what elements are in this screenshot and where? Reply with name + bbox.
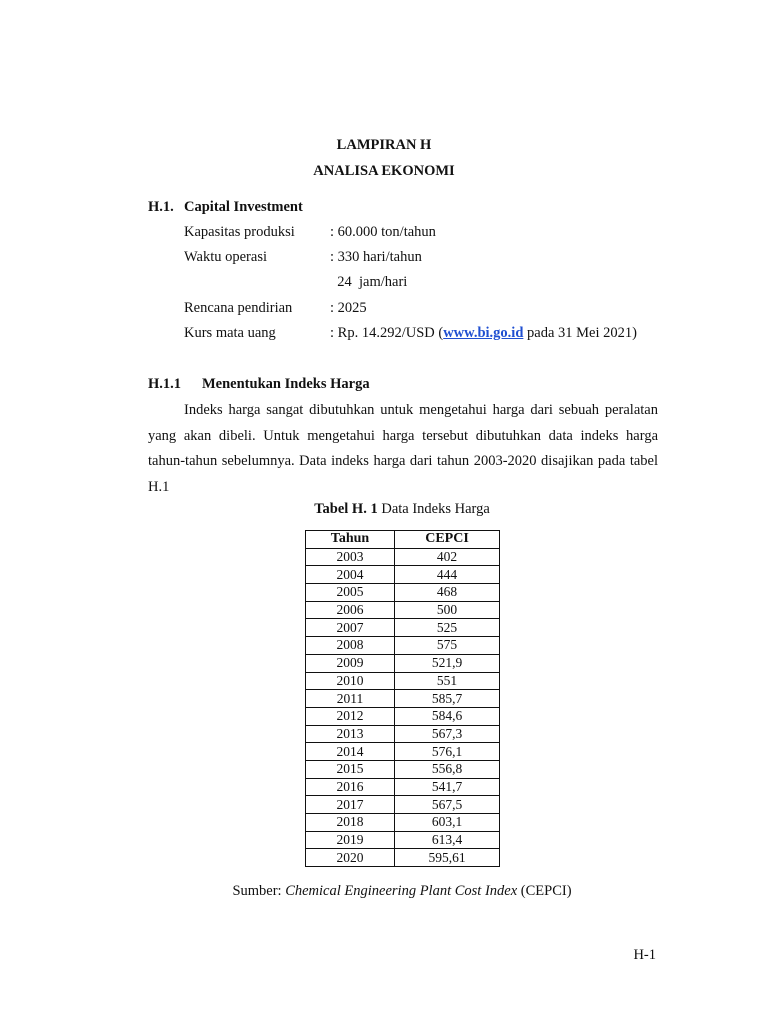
table-row — [306, 814, 500, 832]
spec-row-establishment — [184, 300, 664, 317]
cell-year: 2005 — [306, 584, 395, 602]
spec-value: : 330 hari/tahun — [330, 249, 422, 265]
appendix-subtitle: ANALISA EKONOMI — [313, 163, 455, 179]
cell-cepci: 525 — [395, 619, 500, 637]
table-row — [306, 548, 500, 566]
cell-year: 2019 — [306, 831, 395, 849]
page-number: H-1 — [633, 947, 656, 963]
section-title: Menentukan Indeks Harga — [202, 376, 370, 392]
source-title: Chemical Engineering Plant Cost Index — [285, 883, 518, 899]
spec-label: Kapasitas produksi — [184, 224, 295, 240]
table-row — [306, 566, 500, 584]
cell-year: 2004 — [306, 566, 395, 584]
spec-value: 24 jam/hari — [330, 274, 408, 290]
section-number: H.1.1 — [148, 376, 182, 392]
cell-year: 2020 — [306, 849, 395, 867]
cell-year: 2018 — [306, 814, 395, 832]
table-row — [306, 778, 500, 796]
table-row — [306, 601, 500, 619]
cell-cepci: 613,4 — [395, 831, 500, 849]
table-row — [306, 743, 500, 761]
table-row — [306, 849, 500, 867]
spec-row-hours — [184, 274, 664, 291]
cell-year: 2015 — [306, 760, 395, 778]
cell-cepci: 567,5 — [395, 796, 500, 814]
spec-value: : 60.000 ton/tahun — [330, 224, 436, 240]
cell-cepci: 567,3 — [395, 725, 500, 743]
table-row — [306, 690, 500, 708]
table-row — [306, 654, 500, 672]
table-row — [306, 831, 500, 849]
exchange-rate-suffix: pada 31 Mei 2021) — [523, 325, 637, 341]
spec-row-capacity — [184, 224, 664, 241]
cell-cepci: 402 — [395, 548, 500, 566]
table-row — [306, 672, 500, 690]
source-prefix: Sumber: — [232, 883, 286, 899]
cell-year: 2017 — [306, 796, 395, 814]
spec-row-exchange-rate — [184, 325, 664, 342]
table-caption — [0, 501, 768, 518]
cell-cepci: 541,7 — [395, 778, 500, 796]
section-number: H.1. — [148, 199, 174, 215]
spec-label: Kurs mata uang — [184, 325, 276, 341]
cell-cepci: 575 — [395, 637, 500, 655]
cell-cepci: 556,8 — [395, 760, 500, 778]
cell-cepci: 595,61 — [395, 849, 500, 867]
cell-cepci: 584,6 — [395, 707, 500, 725]
header-cepci: CEPCI — [395, 531, 500, 549]
exchange-rate-prefix: : Rp. 14.292/USD ( — [330, 325, 444, 341]
cell-year: 2010 — [306, 672, 395, 690]
body-paragraph — [148, 398, 658, 500]
spec-label: Rencana pendirian — [184, 300, 293, 316]
cell-cepci: 468 — [395, 584, 500, 602]
cell-cepci: 585,7 — [395, 690, 500, 708]
spec-label: Waktu operasi — [184, 249, 267, 265]
header-year: Tahun — [306, 531, 395, 549]
source-suffix: (CEPCI) — [517, 883, 572, 899]
table-caption-text: Data Indeks Harga — [377, 501, 490, 517]
table-row — [306, 637, 500, 655]
cell-cepci: 551 — [395, 672, 500, 690]
cell-year: 2014 — [306, 743, 395, 761]
table-source — [0, 883, 768, 900]
paragraph-text: Indeks harga sangat dibutuhkan untuk mengetahui harga dari sebuah peralatan yang akan dibeli. Untuk mengetahui harga tersebut dibutuhkan data indeks harga tahun-tahun sebelumnya. Data indeks harga dari tahun 2003-2020 disajikan pada tabel H.1 — [148, 402, 658, 495]
section-heading-h1 — [148, 199, 303, 216]
table-row — [306, 725, 500, 743]
table-row — [306, 796, 500, 814]
cell-year: 2007 — [306, 619, 395, 637]
table-row — [306, 760, 500, 778]
table-row — [306, 584, 500, 602]
cell-cepci: 500 — [395, 601, 500, 619]
cell-year: 2012 — [306, 707, 395, 725]
cell-year: 2016 — [306, 778, 395, 796]
price-index-table — [305, 530, 500, 867]
cell-year: 2013 — [306, 725, 395, 743]
cell-year: 2006 — [306, 601, 395, 619]
table-caption-label: Tabel H. 1 — [314, 501, 378, 517]
cell-year: 2011 — [306, 690, 395, 708]
table-row — [306, 707, 500, 725]
cell-year: 2003 — [306, 548, 395, 566]
spec-value — [330, 325, 637, 342]
appendix-title: LAMPIRAN H — [336, 137, 432, 153]
spec-row-operation — [184, 249, 664, 266]
cell-year: 2008 — [306, 637, 395, 655]
section-heading-h11 — [148, 376, 370, 393]
cell-cepci: 603,1 — [395, 814, 500, 832]
cell-cepci: 576,1 — [395, 743, 500, 761]
section-title: Capital Investment — [184, 199, 303, 215]
cell-year: 2009 — [306, 654, 395, 672]
spec-value: : 2025 — [330, 300, 367, 316]
table-header-row — [306, 531, 500, 549]
table-row — [306, 619, 500, 637]
cell-cepci: 521,9 — [395, 654, 500, 672]
bi-website-link[interactable]: www.bi.go.id — [443, 325, 524, 341]
cell-cepci: 444 — [395, 566, 500, 584]
